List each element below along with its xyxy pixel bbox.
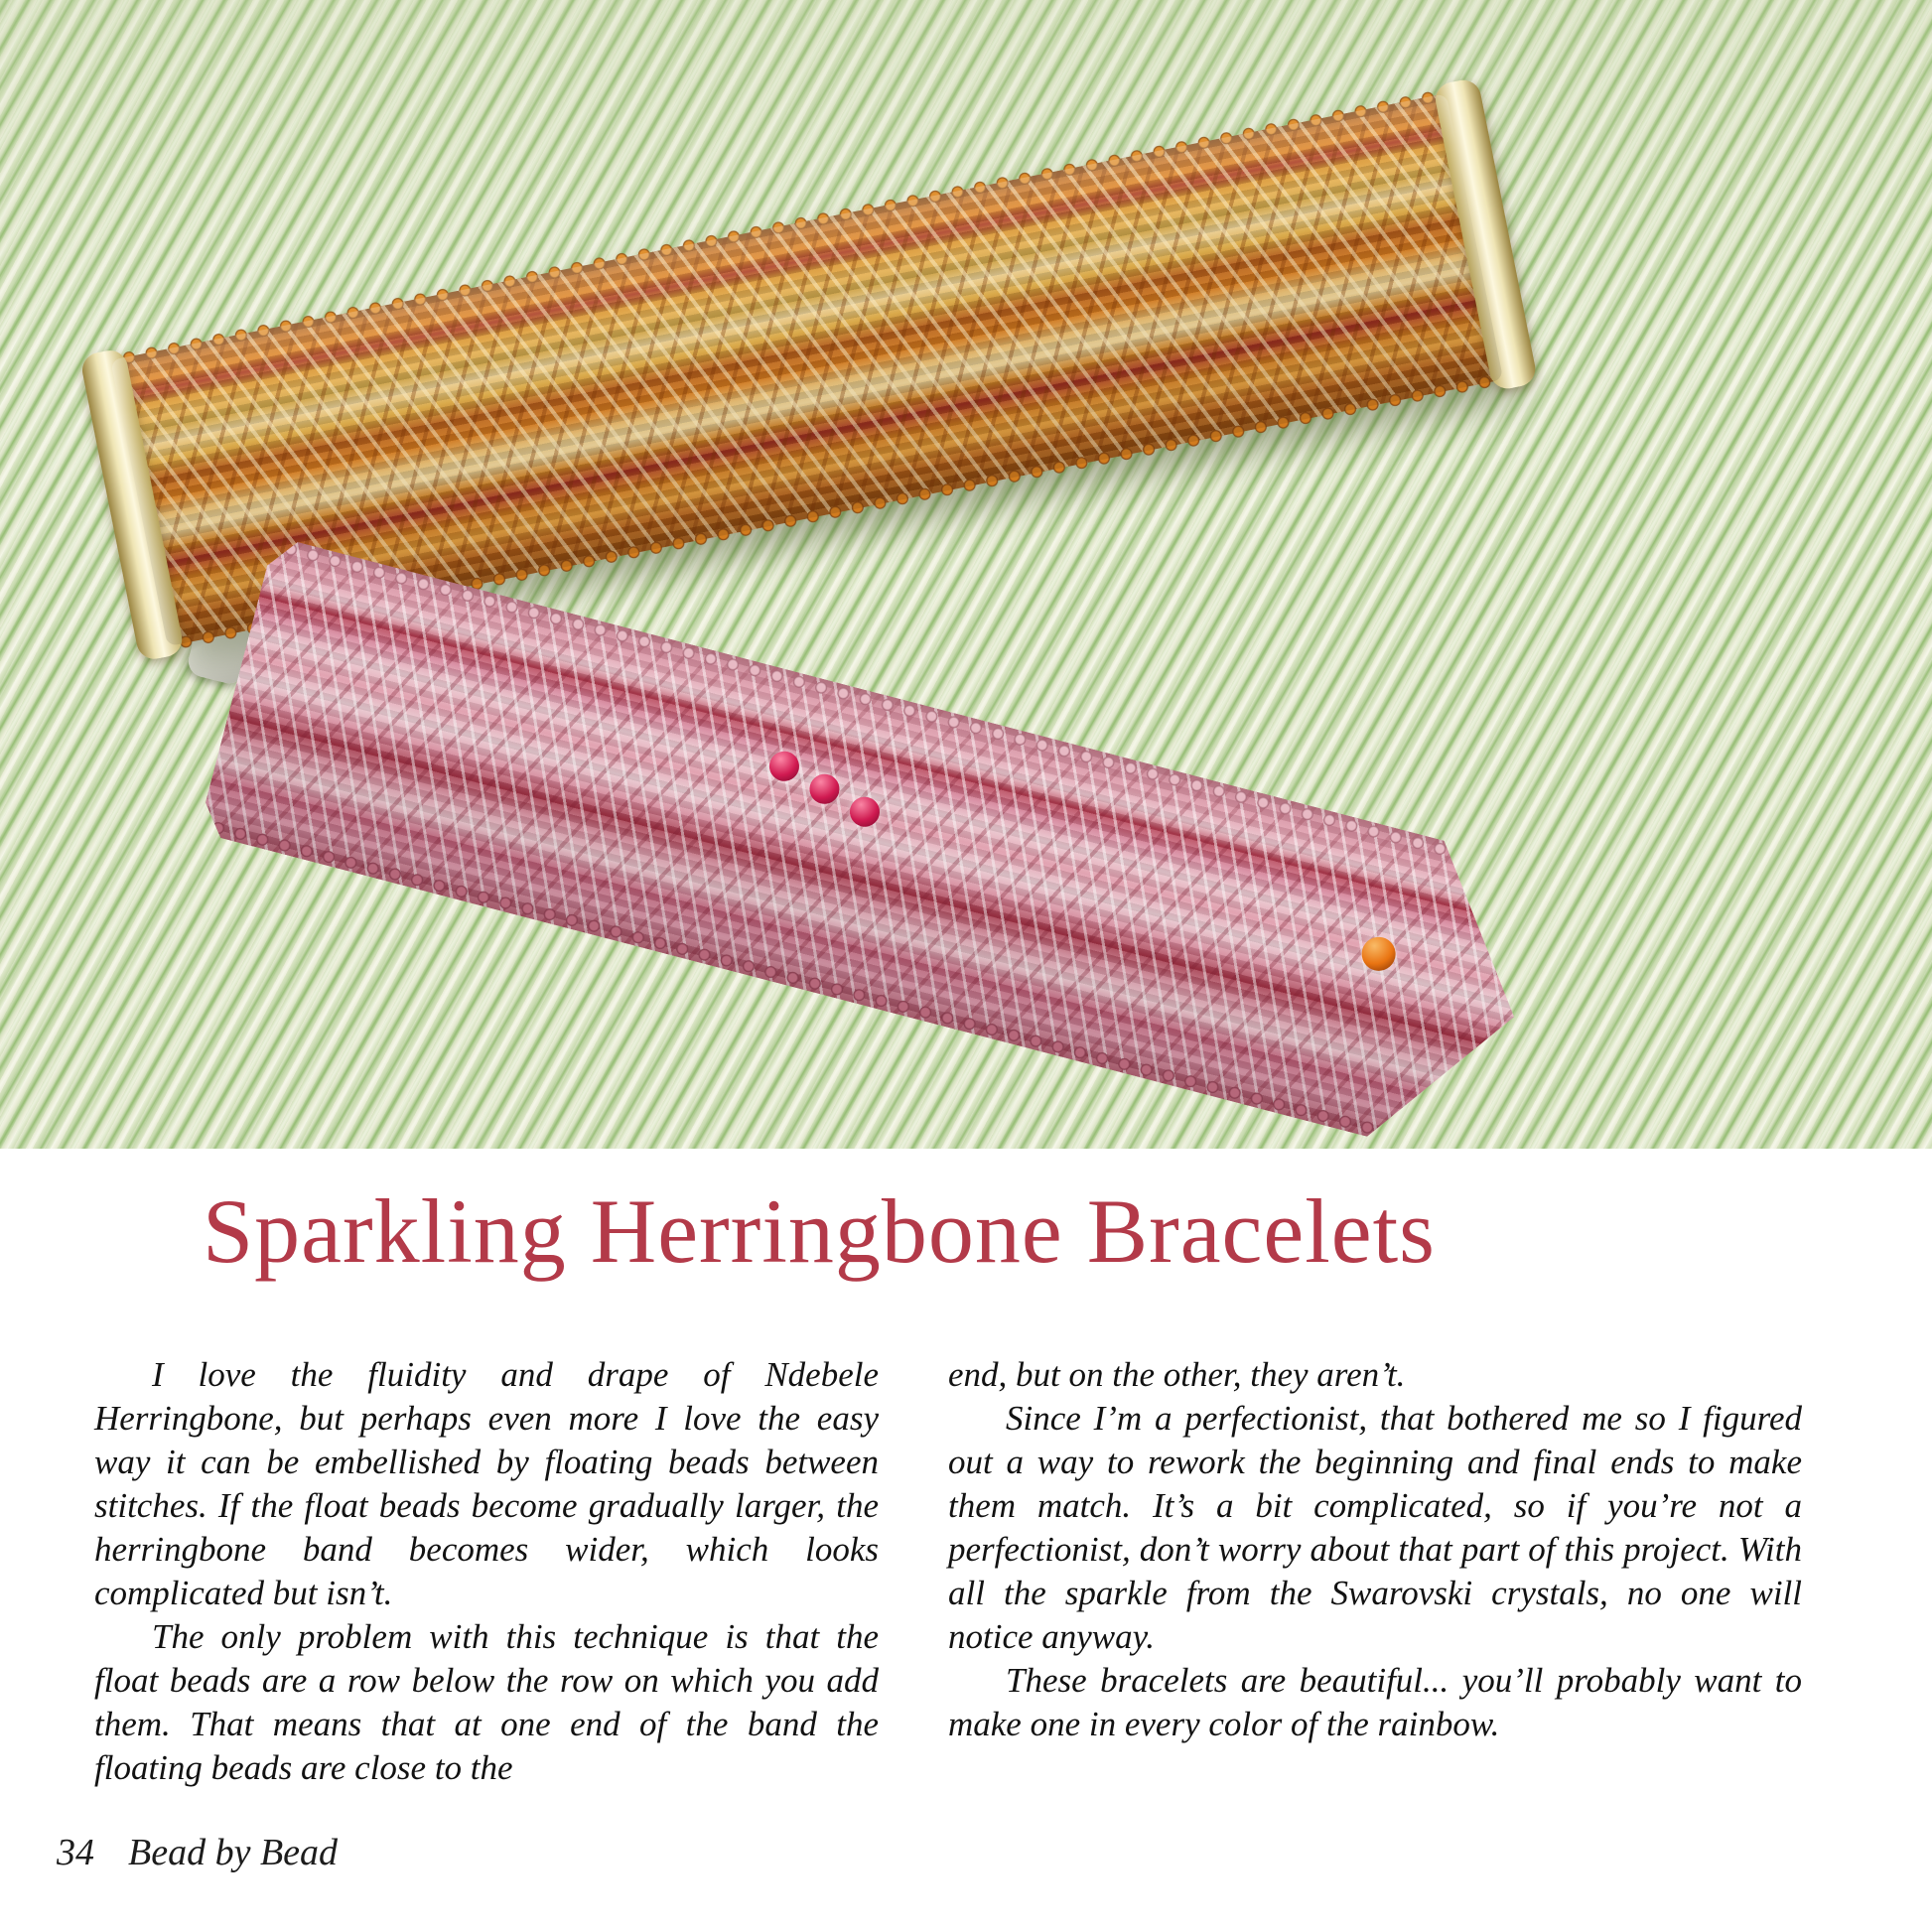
orange-bracelet-picot-edge	[116, 87, 1440, 368]
crimson-crystal-accent	[766, 749, 803, 785]
crimson-crystal-accent	[847, 793, 884, 830]
page-footer	[57, 1831, 338, 1874]
paragraph: I love the fluidity and drape of Ndebele Herringbone, but perhaps even more I love the easy way it can be embellished by floating beads between stitches. If the float beads become gradually larger, the herringbone band becomes wider, which looks complicated but isn’t.	[94, 1355, 879, 1612]
paragraph: The only problem with this technique is that the float beads are a row below the row on which you add them. That means that at one end of the band the floating beads are close to the	[94, 1617, 879, 1787]
pink-bracelet-picot-edge	[206, 817, 1472, 1149]
orange-bracelet-gold-clasp-right	[1433, 77, 1539, 392]
left-column	[94, 1353, 879, 1790]
crimson-crystal-accent	[806, 770, 843, 807]
body-text-columns	[94, 1353, 1802, 1790]
pink-bracelet-picot-edge	[278, 538, 1545, 885]
pink-herringbone-bracelet	[198, 536, 1553, 1149]
book-title: Bead by Bead	[128, 1832, 339, 1873]
page-number: 34	[57, 1832, 94, 1873]
paragraph-continuation: end, but on the other, they aren’t.	[948, 1355, 1406, 1394]
paragraph: Since I’m a perfectionist, that bothered me so I figured out a way to rework the beginning and final ends to make them match. It’s a bit complicated, so if you’re not a perfectionist, don’t worry about that part of this project. With all the sparkle from the Swarovski crystals, no one will notice anyway.	[948, 1399, 1802, 1656]
paragraph: These bracelets are beautiful... you’ll probably want to make one in every color of the rainbow.	[948, 1661, 1802, 1743]
right-column	[948, 1353, 1802, 1790]
orange-bracelet-gold-clasp-left	[79, 347, 186, 662]
amber-crystal-accent	[1358, 933, 1399, 974]
article-title: Sparkling Herringbone Bracelets	[203, 1180, 1436, 1282]
